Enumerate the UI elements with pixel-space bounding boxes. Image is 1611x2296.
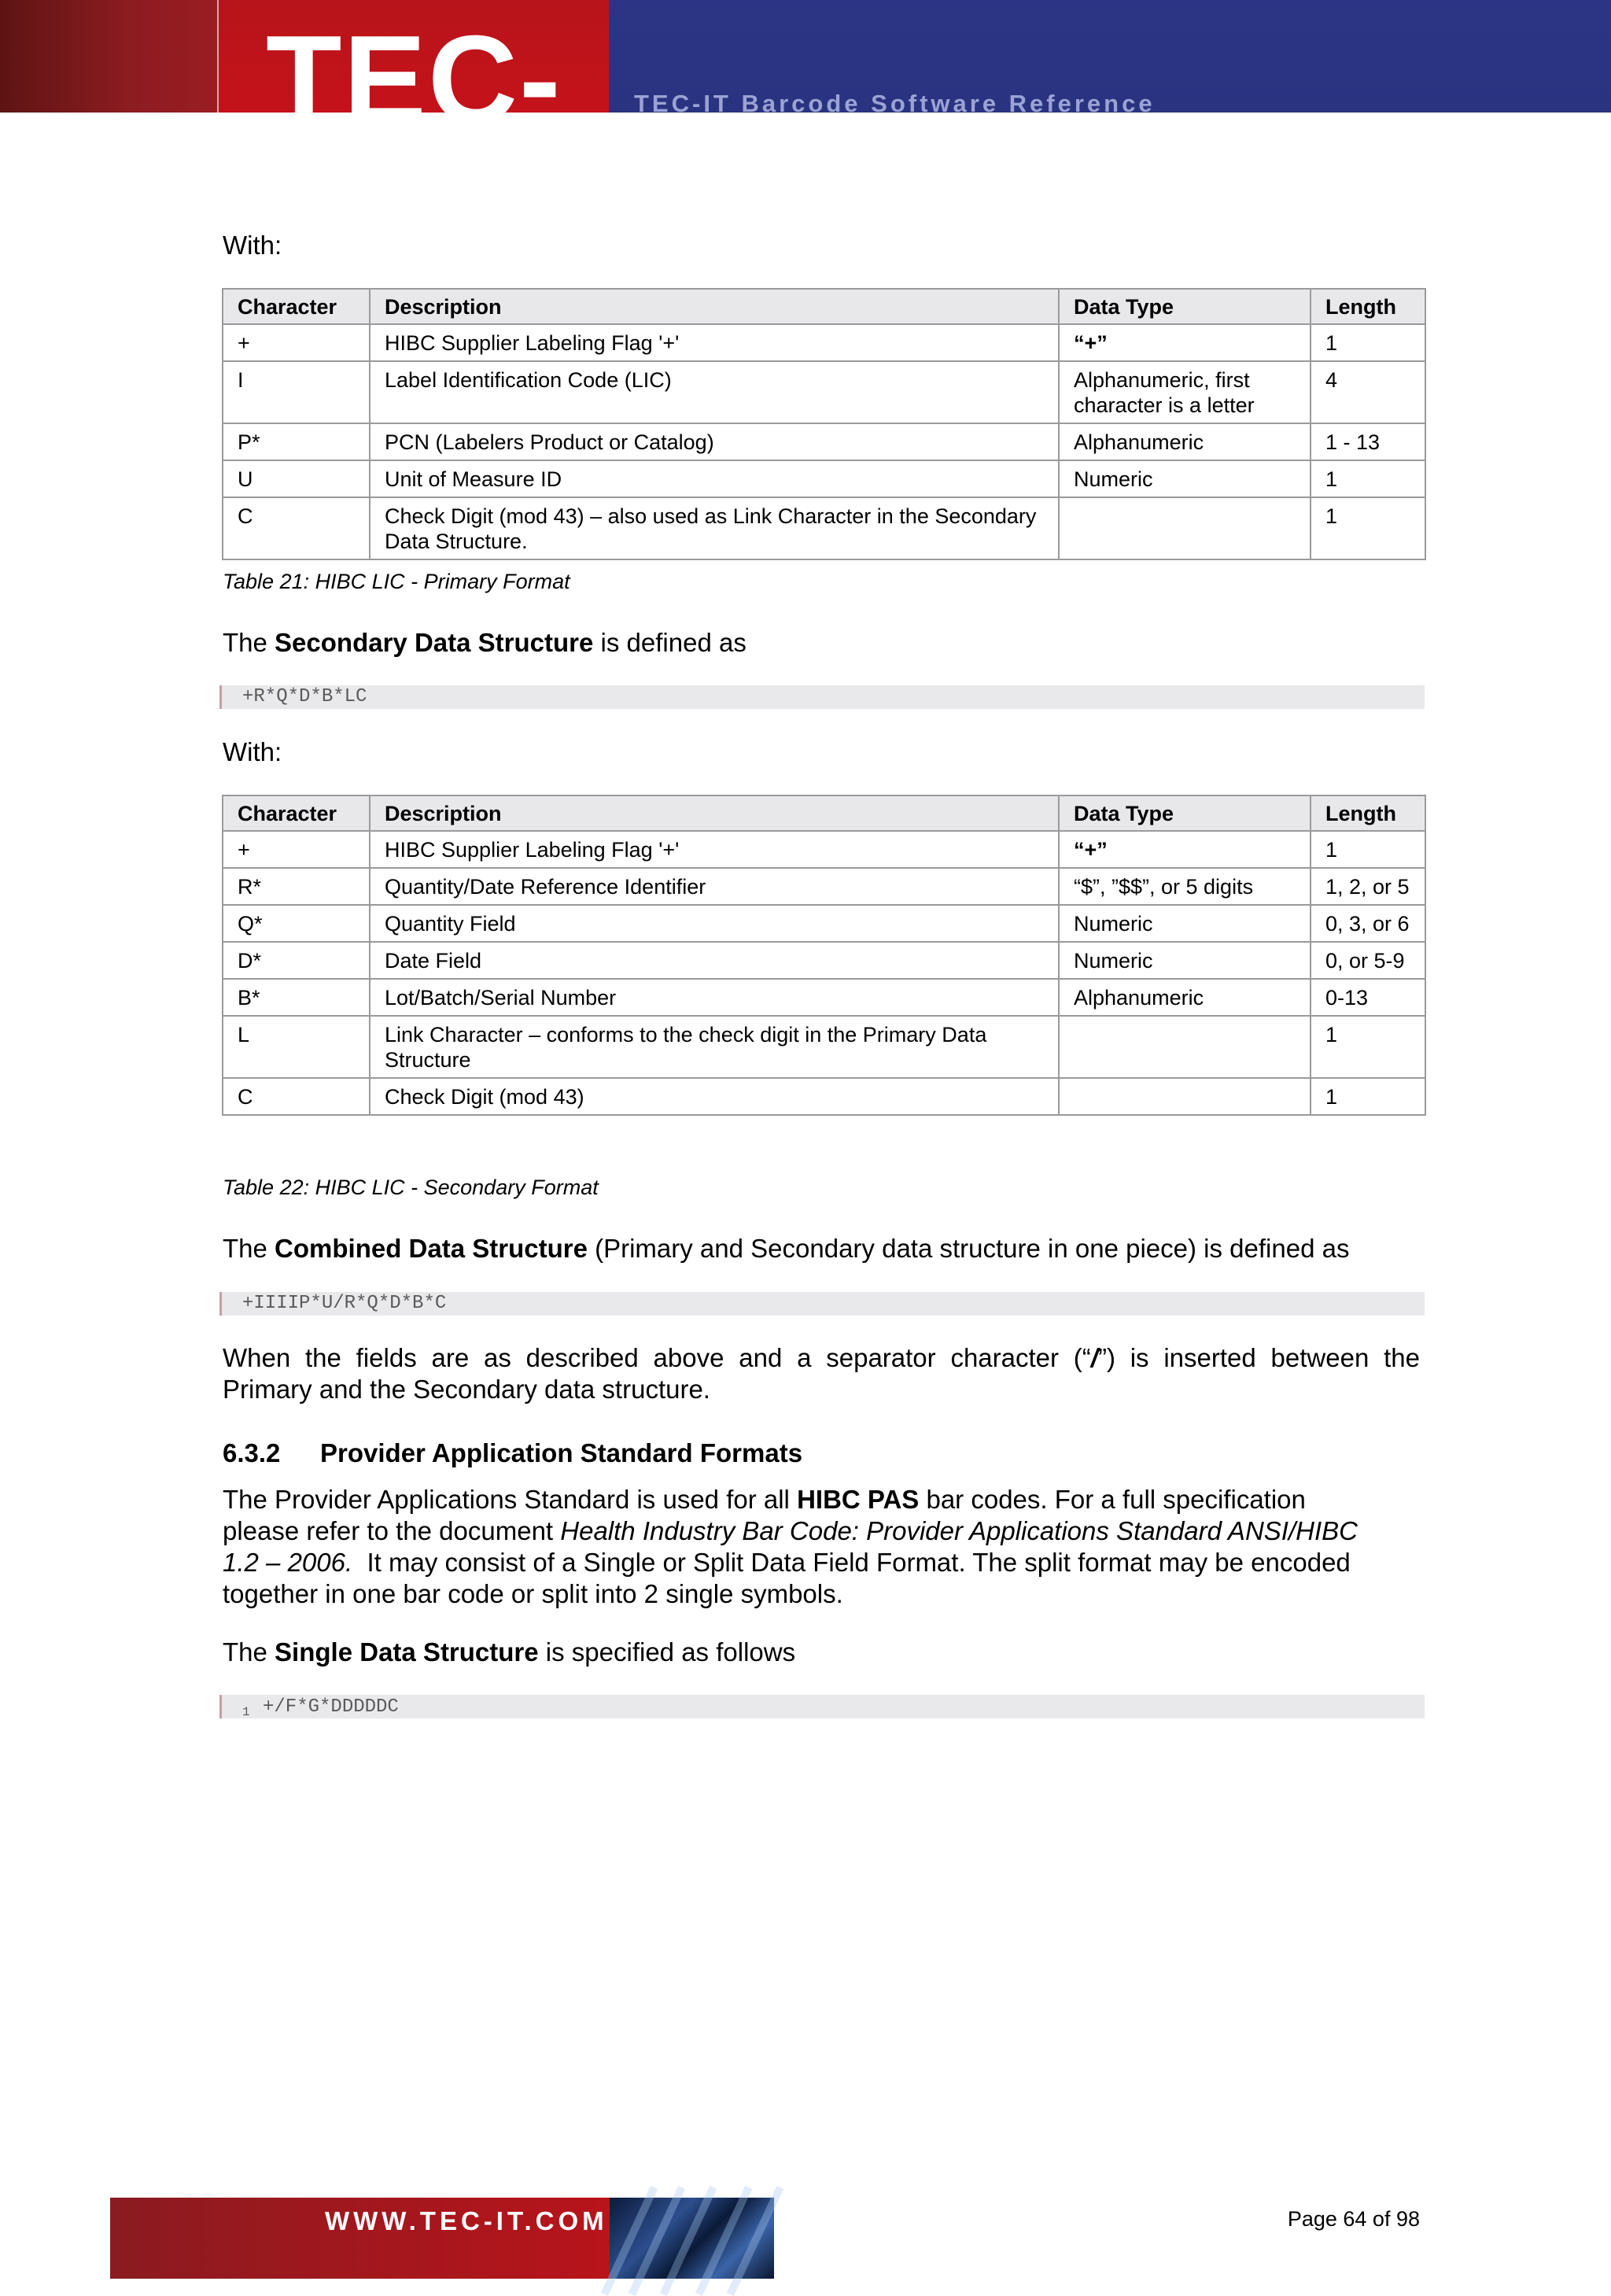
cell-description: Quantity/Date Reference Identifier (370, 868, 1059, 905)
secondary-intro (223, 627, 747, 659)
cell-data-type: Numeric (1059, 460, 1311, 497)
secondary-intro-pre: The (223, 628, 275, 657)
table-header-row (223, 795, 1425, 831)
cell-length: 0, or 5-9 (1311, 942, 1425, 979)
code-subscript: 1 (242, 1704, 250, 1719)
table-row (223, 979, 1425, 1016)
header-title: TEC-IT Barcode Software Reference (634, 90, 1156, 117)
pas-paragraph (223, 1484, 1420, 1610)
table-22-secondary-format (222, 795, 1426, 1116)
code-single-structure (219, 1695, 1425, 1718)
table-21-caption: Table 21: HIBC LIC - Primary Format (223, 570, 570, 593)
pas-line-3-post: It may consist of a Single or Split Data Field Format. The split format may be encoded (352, 1548, 1351, 1577)
section-number: 6.3.2 (223, 1438, 281, 1467)
section-heading (223, 1438, 802, 1468)
table-row (223, 423, 1425, 460)
cell-character: D* (223, 942, 370, 979)
table-21-primary-format (222, 288, 1426, 560)
cell-description: Quantity Field (370, 905, 1059, 942)
with-label-2: With: (223, 737, 282, 766)
cell-character: + (223, 324, 370, 361)
cell-data-type (1059, 324, 1311, 361)
cell-description: Lot/Batch/Serial Number (370, 979, 1059, 1016)
cell-data-type (1059, 1016, 1311, 1078)
table-row (223, 942, 1425, 979)
separator-line-1-pre: When the fields are as described above and a separator character (“ (223, 1343, 1091, 1372)
cell-character: P* (223, 423, 370, 460)
cell-length: 0-13 (1311, 979, 1425, 1016)
cell-data-type: “$”, ”$$”, or 5 digits (1059, 868, 1311, 905)
col-header-data-type: Data Type (1059, 795, 1311, 831)
pas-line-2 (223, 1515, 1420, 1547)
cell-description: Label Identification Code (LIC) (370, 361, 1059, 423)
code-text: +R*Q*D*B*LC (242, 686, 367, 707)
cell-description: HIBC Supplier Labeling Flag '+' (370, 831, 1059, 868)
col-header-description: Description (370, 795, 1059, 831)
combined-intro (223, 1233, 1349, 1264)
separator-paragraph (223, 1342, 1420, 1405)
col-header-length: Length (1311, 289, 1425, 324)
single-intro-bold: Single Data Structure (275, 1637, 539, 1667)
cell-description: Link Character – conforms to the check digit in the Primary Data Structure (370, 1016, 1059, 1078)
header-band-left (0, 0, 219, 113)
table-row (223, 868, 1425, 905)
cell-character: I (223, 361, 370, 423)
secondary-intro-post: is defined as (593, 628, 747, 657)
pas-line-1 (223, 1484, 1420, 1515)
cell-length: 1 (1311, 497, 1425, 559)
cell-data-type (1059, 497, 1311, 559)
cell-length: 1 (1311, 460, 1425, 497)
pas-line-3-italic: 1.2 – 2006. (223, 1548, 353, 1577)
footer-decorative-image (610, 2198, 774, 2279)
table-row (223, 324, 1425, 361)
cell-description: Unit of Measure ID (370, 460, 1059, 497)
single-intro-pre: The (223, 1637, 275, 1667)
separator-line-2: Primary and the Secondary data structure. (223, 1375, 710, 1404)
cell-character: + (223, 831, 370, 868)
cell-data-type: Alphanumeric, first character is a letter (1059, 361, 1311, 423)
table-row (223, 460, 1425, 497)
cell-data-type: Alphanumeric (1059, 979, 1311, 1016)
col-header-character: Character (223, 289, 370, 324)
col-header-character: Character (223, 795, 370, 831)
cell-length: 1 (1311, 831, 1425, 868)
section-title: Provider Application Standard Formats (320, 1438, 803, 1467)
col-header-data-type: Data Type (1059, 289, 1311, 324)
code-secondary-structure (219, 685, 1425, 709)
cell-description: PCN (Labelers Product or Catalog) (370, 423, 1059, 460)
cell-data-type: Numeric (1059, 905, 1311, 942)
secondary-intro-bold: Secondary Data Structure (275, 628, 594, 657)
pas-line-2-pre: please refer to the document (223, 1516, 561, 1545)
separator-line-1-post: ”) is inserted between the (1097, 1343, 1420, 1372)
pas-line-1-bold: HIBC PAS (797, 1485, 920, 1514)
col-header-length: Length (1311, 795, 1425, 831)
cell-description: Check Digit (mod 43) – also used as Link Character in the Secondary Data Structure. (370, 497, 1059, 559)
cell-character: R* (223, 868, 370, 905)
cell-data-type: Numeric (1059, 942, 1311, 979)
combined-intro-post: (Primary and Secondary data structure in one piece) is defined as (587, 1234, 1350, 1263)
cell-data-type (1059, 831, 1311, 868)
table-header-row (223, 289, 1425, 324)
combined-intro-bold: Combined Data Structure (275, 1234, 588, 1263)
cell-character: B* (223, 979, 370, 1016)
separator-char: / (1090, 1343, 1098, 1372)
pas-line-4: together in one bar code or split into 2 single symbols. (223, 1579, 843, 1608)
cell-length: 1 (1311, 1016, 1425, 1078)
cell-character: Q* (223, 905, 370, 942)
cell-data-type-text: “+” (1074, 331, 1108, 355)
logo-text: TEC-IT (266, 10, 562, 273)
cell-description: HIBC Supplier Labeling Flag '+' (370, 324, 1059, 361)
table-row (223, 361, 1425, 423)
pas-line-1-post: bar codes. For a full specification (919, 1485, 1306, 1514)
cell-description: Date Field (370, 942, 1059, 979)
table-row (223, 497, 1425, 559)
footer-url[interactable]: WWW.TEC-IT.COM (325, 2206, 608, 2235)
separator-line-1 (223, 1342, 1420, 1374)
cell-description: Check Digit (mod 43) (370, 1078, 1059, 1115)
table-row (223, 1016, 1425, 1078)
cell-length: 1 (1311, 1078, 1425, 1115)
cell-character: U (223, 460, 370, 497)
pas-line-1-pre: The Provider Applications Standard is used for all (223, 1485, 798, 1514)
table-22-caption: Table 22: HIBC LIC - Secondary Format (223, 1176, 599, 1199)
single-intro (223, 1637, 795, 1668)
cell-length: 4 (1311, 361, 1425, 423)
cell-character: C (223, 497, 370, 559)
cell-length: 1, 2, or 5 (1311, 868, 1425, 905)
pas-line-2-italic: Health Industry Bar Code: Provider Applications Standard ANSI/HIBC (560, 1516, 1358, 1545)
cell-character: L (223, 1016, 370, 1078)
table-row (223, 905, 1425, 942)
cell-length: 1 - 13 (1311, 423, 1425, 460)
cell-data-type: Alphanumeric (1059, 423, 1311, 460)
combined-intro-pre: The (223, 1234, 275, 1263)
code-main: +/F*G*DDDDDC (263, 1696, 399, 1718)
code-combined-structure (219, 1292, 1425, 1316)
cell-data-type-text: “+” (1074, 838, 1108, 862)
pas-line-3 (223, 1547, 1420, 1578)
table-row (223, 1078, 1425, 1115)
cell-data-type (1059, 1078, 1311, 1115)
code-text (242, 1696, 399, 1719)
code-text: +IIIIP*U/R*Q*D*B*C (242, 1293, 447, 1314)
page-number: Page 64 of 98 (1287, 2207, 1420, 2231)
cell-character: C (223, 1078, 370, 1115)
single-intro-post: is specified as follows (538, 1637, 796, 1667)
table-row (223, 831, 1425, 868)
cell-length: 0, 3, or 6 (1311, 905, 1425, 942)
with-label-1: With: (223, 231, 282, 260)
cell-length: 1 (1311, 324, 1425, 361)
col-header-description: Description (370, 289, 1059, 324)
